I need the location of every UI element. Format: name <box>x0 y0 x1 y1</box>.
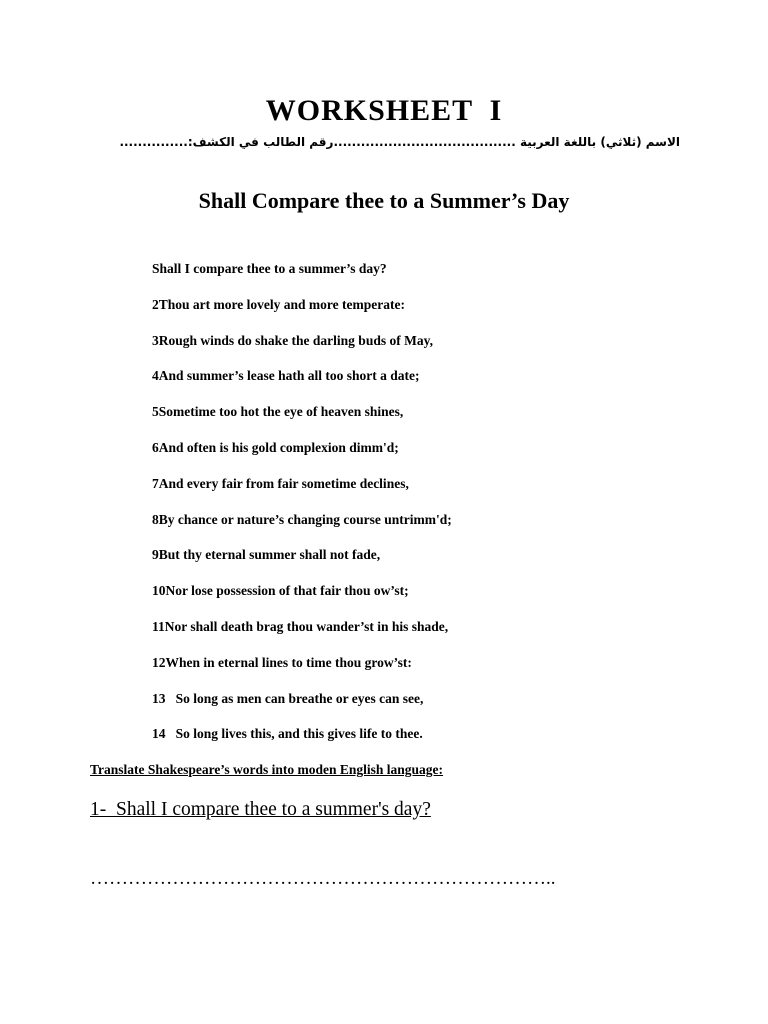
poem-line: 13 So long as men can breathe or eyes can see, <box>152 690 424 706</box>
answer-line-dotted: ……………………………………………………………….. <box>90 868 556 889</box>
poem-line: 10Nor lose possession of that fair thou ow’st; <box>152 583 409 599</box>
poem-line: 9But thy eternal summer shall not fade, <box>152 547 381 563</box>
question-1: 1- Shall I compare thee to a summer's day? <box>90 799 431 820</box>
poem-line: 4And summer’s lease hath all too short a date; <box>152 368 420 384</box>
translation-instruction: Translate Shakespeare’s words into moden English language: <box>90 762 444 777</box>
poem-line: 8By chance or nature’s changing course untrimm'd; <box>152 511 452 527</box>
poem-line: 5Sometime too hot the eye of heaven shines, <box>152 404 404 420</box>
poem-line: 12When in eternal lines to time thou grow’st: <box>152 654 412 670</box>
poem-line: 7And every fair from fair sometime declines, <box>152 475 409 491</box>
poem-title: Shall Compare thee to a Summer’s Day <box>198 188 570 213</box>
poem-line: Shall I compare thee to a summer’s day? <box>152 261 387 276</box>
poem-line: 2Thou art more lovely and more temperate: <box>152 296 405 312</box>
poem-text <box>152 258 452 759</box>
worksheet-title: WORKSHEET I <box>265 94 503 127</box>
student-name-number-line: الاسم (ثلاثي) باللغة العربية ........................................رقم الطالب في الكشف:............... <box>119 135 680 149</box>
poem-line: 14 So long lives this, and this gives life to thee. <box>152 726 423 742</box>
poem-line: 6And often is his gold complexion dimm'd; <box>152 439 399 455</box>
poem-line: 3Rough winds do shake the darling buds of May, <box>152 332 433 348</box>
poem-line: 11Nor shall death brag thou wander’st in his shade, <box>152 618 449 634</box>
